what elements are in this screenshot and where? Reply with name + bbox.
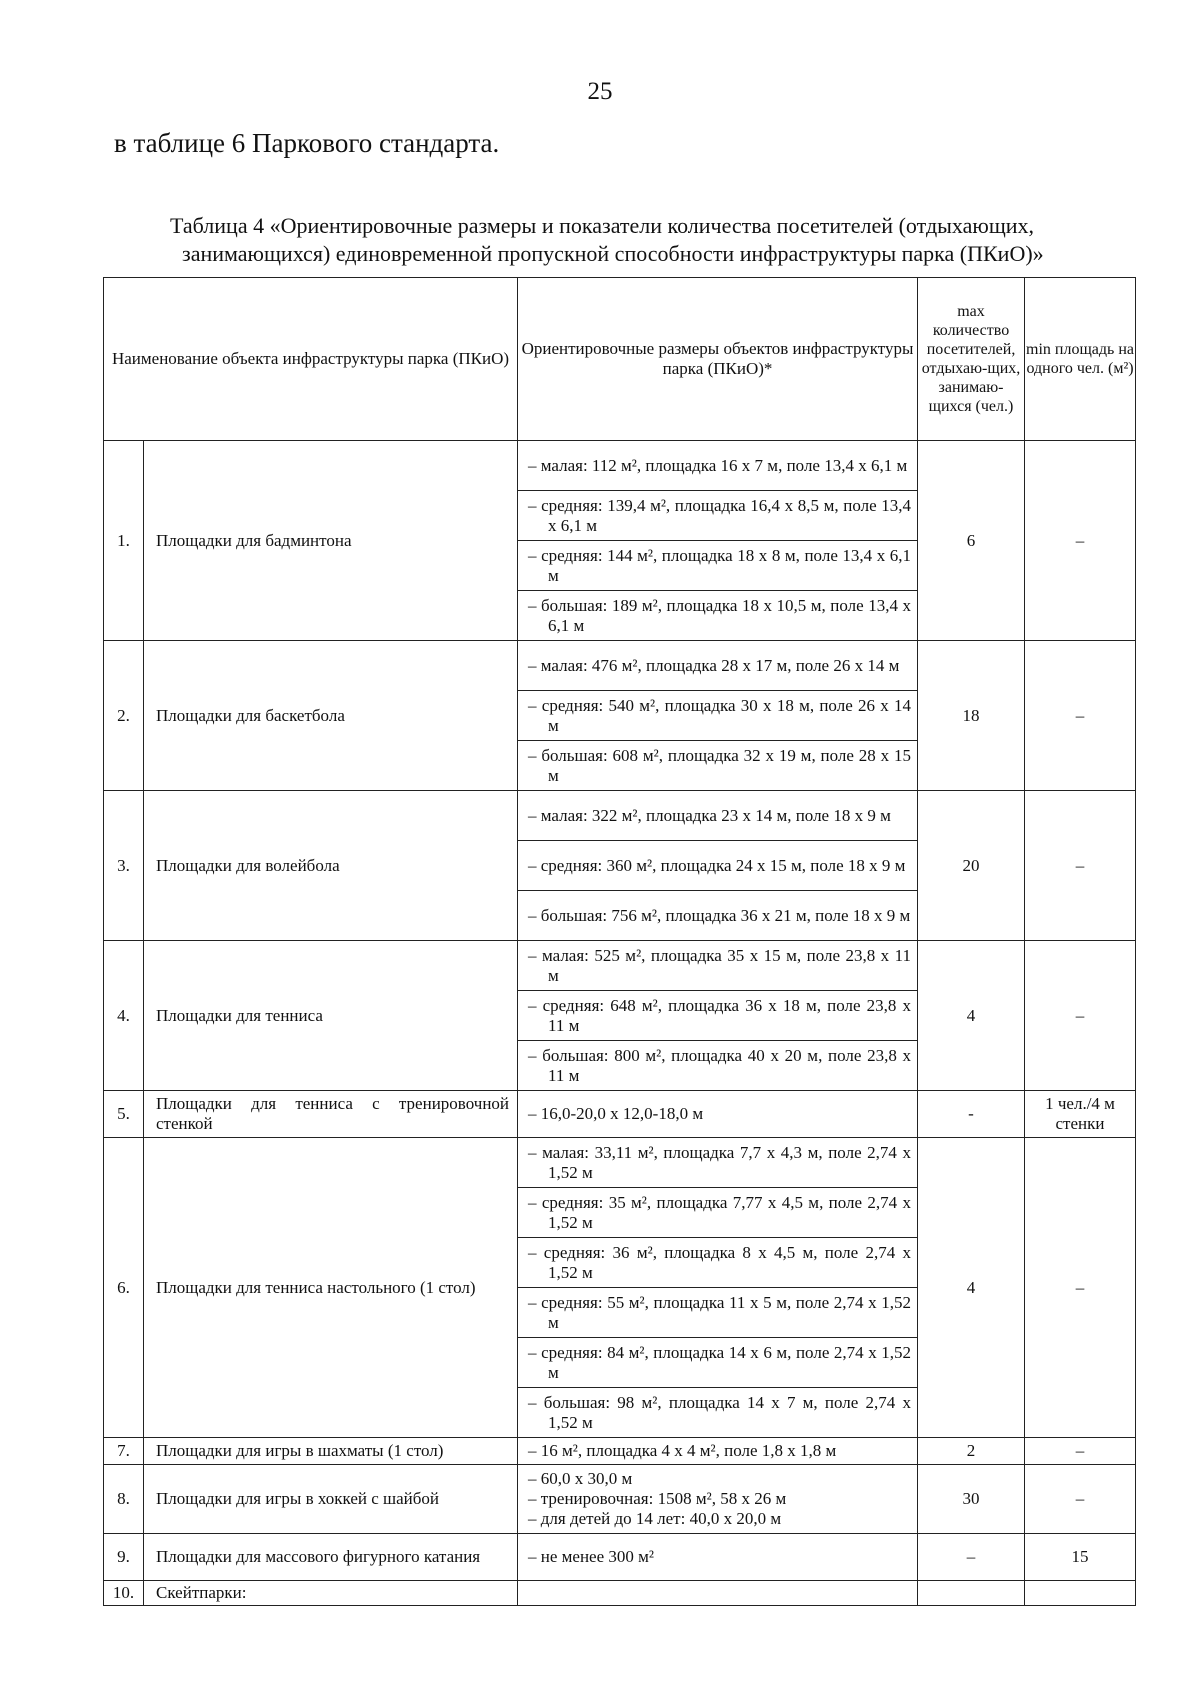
object-size — [518, 1238, 918, 1288]
table-row — [104, 1438, 1136, 1465]
row-number: 4. — [104, 941, 144, 1091]
max-visitors: 20 — [918, 791, 1025, 941]
size-line: – средняя: 360 м², площадка 24 х 15 м, поле 18 х 9 м — [528, 855, 906, 875]
max-visitors: 2 — [918, 1438, 1025, 1465]
object-size — [518, 641, 918, 691]
size-line: – средняя: 648 м², площадка 36 х 18 м, поле 23,8 х 11 м — [528, 995, 912, 1035]
object-size — [518, 741, 918, 791]
page-number: 25 — [587, 78, 613, 105]
table-body — [104, 441, 1136, 1606]
min-area: – — [1025, 1438, 1136, 1465]
object-name: Площадки для баскетбола — [144, 641, 518, 791]
row-number: 3. — [104, 791, 144, 941]
size-line: – 16,0-20,0 х 12,0-18,0 м — [528, 1104, 704, 1123]
min-area: – — [1025, 1138, 1136, 1438]
object-size — [518, 691, 918, 741]
object-size — [518, 541, 918, 591]
row-number: 5. — [104, 1091, 144, 1138]
object-size — [518, 791, 918, 841]
size-line: – 60,0 х 30,0 м — [528, 1469, 633, 1488]
size-line: – средняя: 36 м², площадка 8 х 4,5 м, поле 2,74 х 1,52 м — [528, 1242, 912, 1282]
min-area — [1025, 1581, 1136, 1606]
object-size — [518, 1581, 918, 1606]
size-line: – малая: 525 м², площадка 35 х 15 м, поле 23,8 х 11 м — [528, 945, 912, 985]
row-number: 8. — [104, 1465, 144, 1534]
object-size — [518, 1091, 918, 1138]
min-area: 1 чел./4 м стенки — [1025, 1091, 1136, 1138]
size-line: – средняя: 144 м², площадка 18 х 8 м, поле 13,4 х 6,1 м — [528, 545, 912, 585]
table-row — [104, 791, 1136, 841]
object-size — [518, 941, 918, 991]
object-size — [518, 1338, 918, 1388]
table-row — [104, 1534, 1136, 1581]
max-visitors: 18 — [918, 641, 1025, 791]
size-line: – для детей до 14 лет: 40,0 х 20,0 м — [528, 1509, 782, 1528]
size-line: – малая: 476 м², площадка 28 х 17 м, поле 26 х 14 м — [528, 655, 900, 675]
header-max-visitors: max количество посетителей, отдыхаю-щих, занимаю-щихся (чел.) — [918, 278, 1025, 441]
object-size — [518, 1041, 918, 1091]
max-visitors — [918, 1581, 1025, 1606]
object-size — [518, 1438, 918, 1465]
max-visitors: – — [918, 1534, 1025, 1581]
size-line: – малая: 112 м², площадка 16 х 7 м, поле 13,4 х 6,1 м — [528, 455, 908, 475]
table-row — [104, 1465, 1136, 1534]
size-line: – большая: 608 м², площадка 32 х 19 м, поле 28 х 15 м — [528, 745, 912, 785]
object-name: Площадки для игры в шахматы (1 стол) — [144, 1438, 518, 1465]
table-row — [104, 1091, 1136, 1138]
object-name: Площадки для тенниса настольного (1 стол) — [144, 1138, 518, 1438]
row-number: 2. — [104, 641, 144, 791]
object-name: Скейтпарки: — [144, 1581, 518, 1606]
table-row — [104, 941, 1136, 991]
size-line: – средняя: 84 м², площадка 14 х 6 м, поле 2,74 х 1,52 м — [528, 1342, 912, 1382]
min-area: 15 — [1025, 1534, 1136, 1581]
table-row — [104, 641, 1136, 691]
min-area: – — [1025, 1465, 1136, 1534]
object-name: Площадки для игры в хоккей с шайбой — [144, 1465, 518, 1534]
header-name: Наименование объекта инфраструктуры парка (ПКиО) — [104, 278, 518, 441]
table-caption — [170, 212, 1140, 268]
size-line: – 16 м², площадка 4 х 4 м², поле 1,8 х 1,8 м — [528, 1441, 837, 1460]
size-line: – средняя: 35 м², площадка 7,77 х 4,5 м, поле 2,74 х 1,52 м — [528, 1192, 912, 1232]
object-name: Площадки для бадминтона — [144, 441, 518, 641]
size-line: – тренировочная: 1508 м², 58 х 26 м — [528, 1489, 787, 1508]
size-line: – большая: 756 м², площадка 36 х 21 м, поле 18 х 9 м — [528, 905, 911, 925]
max-visitors: 6 — [918, 441, 1025, 641]
size-line: – средняя: 55 м², площадка 11 х 5 м, поле 2,74 х 1,52 м — [528, 1292, 912, 1332]
size-line: – большая: 98 м², площадка 14 х 7 м, поле 2,74 х 1,52 м — [528, 1392, 912, 1432]
intro-text: в таблице 6 Паркового стандарта. — [114, 128, 500, 158]
row-number: 1. — [104, 441, 144, 641]
caption-line-1: Таблица 4 «Ориентировочные размеры и показатели количества посетителей (отдыхающих, — [170, 213, 1035, 238]
object-name: Площадки для массового фигурного катания — [144, 1534, 518, 1581]
min-area: – — [1025, 941, 1136, 1091]
header-sizes: Ориентировочные размеры объектов инфраструктуры парка (ПКиО)* — [518, 278, 918, 441]
size-line: – большая: 189 м², площадка 18 х 10,5 м, поле 13,4 х 6,1 м — [528, 595, 912, 635]
size-line: – средняя: 540 м², площадка 30 х 18 м, поле 26 х 14 м — [528, 695, 912, 735]
min-area: – — [1025, 441, 1136, 641]
max-visitors: - — [918, 1091, 1025, 1138]
object-size — [518, 1534, 918, 1581]
row-number: 7. — [104, 1438, 144, 1465]
object-name: Площадки для волейбола — [144, 791, 518, 941]
table-row — [104, 1138, 1136, 1188]
object-size — [518, 491, 918, 541]
table-row — [104, 441, 1136, 491]
max-visitors: 4 — [918, 941, 1025, 1091]
object-size — [518, 441, 918, 491]
table-header-row — [104, 278, 1136, 441]
size-line: – малая: 33,11 м², площадка 7,7 х 4,3 м, поле 2,74 х 1,52 м — [528, 1142, 912, 1182]
size-line: – малая: 322 м², площадка 23 х 14 м, поле 18 х 9 м — [528, 805, 891, 825]
min-area: – — [1025, 791, 1136, 941]
header-min-area: min площадь на одного чел. (м²) — [1025, 278, 1136, 441]
table-row — [104, 1581, 1136, 1606]
object-size — [518, 1288, 918, 1338]
max-visitors: 4 — [918, 1138, 1025, 1438]
object-size — [518, 1388, 918, 1438]
object-size — [518, 1138, 918, 1188]
object-size — [518, 841, 918, 891]
min-area: – — [1025, 641, 1136, 791]
size-line: – не менее 300 м² — [528, 1547, 655, 1566]
row-number: 10. — [104, 1581, 144, 1606]
object-size — [518, 1188, 918, 1238]
caption-line-2: занимающихся) единовременной пропускной способности инфраструктуры парка (ПКиО)» — [182, 241, 1044, 266]
object-name: Площадки для тенниса — [144, 941, 518, 1091]
object-size — [518, 591, 918, 641]
row-number: 9. — [104, 1534, 144, 1581]
object-size — [518, 991, 918, 1041]
object-size — [518, 891, 918, 941]
size-line: – большая: 800 м², площадка 40 х 20 м, поле 23,8 х 11 м — [528, 1045, 912, 1085]
infrastructure-table — [103, 277, 1136, 1606]
object-size — [518, 1465, 918, 1534]
row-number: 6. — [104, 1138, 144, 1438]
size-line: – средняя: 139,4 м², площадка 16,4 х 8,5 м, поле 13,4 х 6,1 м — [528, 495, 912, 535]
max-visitors: 30 — [918, 1465, 1025, 1534]
object-name: Площадки для тенниса с тренировочной стенкой — [144, 1091, 518, 1138]
